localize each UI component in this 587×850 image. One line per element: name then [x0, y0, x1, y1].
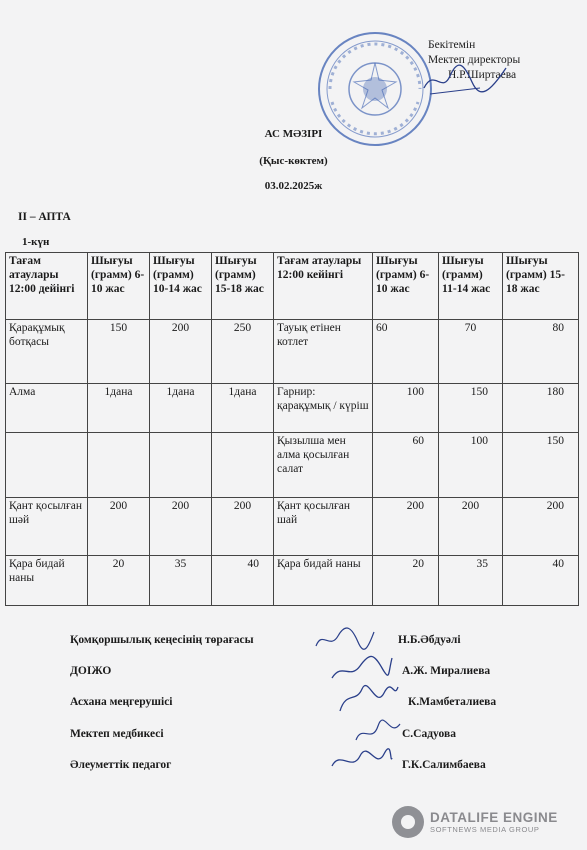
table-cell: 200 — [373, 498, 439, 556]
table-row — [6, 433, 579, 498]
table-cell: 80 — [503, 320, 579, 384]
signatory-role: Әлеуметтік педагог — [70, 759, 172, 771]
table-cell: 70 — [439, 320, 503, 384]
column-header: Шығуы (грамм) 10-14 жас — [150, 253, 212, 320]
table-cell: 200 — [439, 498, 503, 556]
table-cell: 150 — [439, 384, 503, 433]
table-cell: Қант қосылған шай — [274, 498, 373, 556]
table-cell: Қант қосылған шәй — [6, 498, 88, 556]
signatory-name: А.Ж. Миралиева — [402, 665, 491, 677]
signatory-role: Қомқоршылық кеңесінің төрағасы — [70, 634, 254, 646]
column-header: Шығуы (грамм) 15-18 жас — [212, 253, 274, 320]
table-cell: 150 — [503, 433, 579, 498]
table-cell: 250 — [212, 320, 274, 384]
approval-line-2: Мектеп директоры — [428, 54, 521, 66]
table-cell — [6, 433, 88, 498]
table-cell: 150 — [88, 320, 150, 384]
menu-date: 03.02.2025ж — [264, 180, 323, 192]
week-label: ІІ – АПТА — [18, 211, 71, 223]
table-row — [6, 498, 579, 556]
watermark-title: DATALIFE ENGINE — [430, 810, 558, 825]
signatory-role: Мектеп медбикесі — [70, 728, 164, 740]
table-cell: Қызылша мен алма қосылған салат — [274, 433, 373, 498]
signature-scribble — [330, 746, 394, 776]
signatory-role: ДОІЖО — [70, 665, 112, 677]
table-cell: Тауық етінен котлет — [274, 320, 373, 384]
column-header: Тағам атаулары 12:00 дейінгі — [6, 253, 88, 320]
table-cell: 60 — [373, 320, 439, 384]
table-cell: 200 — [212, 498, 274, 556]
approval-line-1: Бекітемін — [428, 39, 476, 51]
table-cell: Қара бидай наны — [274, 556, 373, 606]
signature-scribble — [330, 652, 394, 682]
signature-scribble — [312, 624, 376, 654]
season-subtitle: (Қыс-көктем) — [259, 155, 328, 167]
column-header: Тағам атаулары 12:00 кейінгі — [274, 253, 373, 320]
table-cell: Алма — [6, 384, 88, 433]
table-header-row — [6, 253, 579, 320]
table-cell — [212, 433, 274, 498]
table-cell — [88, 433, 150, 498]
table-cell: Қарақұмық ботқасы — [6, 320, 88, 384]
signatory-name: Н.Б.Әбдуәлі — [398, 634, 461, 646]
table-row — [6, 384, 579, 433]
table-cell: 35 — [150, 556, 212, 606]
table-cell: 35 — [439, 556, 503, 606]
table-cell: 20 — [88, 556, 150, 606]
table-cell: 1дана — [88, 384, 150, 433]
table-cell — [150, 433, 212, 498]
table-row — [6, 320, 579, 384]
table-row — [6, 556, 579, 606]
column-header: Шығуы (грамм) 11-14 жас — [439, 253, 503, 320]
column-header: Шығуы (грамм) 15-18 жас — [503, 253, 579, 320]
table-cell: 1дана — [150, 384, 212, 433]
signatory-name: К.Мамбеталиева — [408, 696, 497, 708]
menu-table — [5, 252, 579, 606]
signature-scribble — [336, 683, 400, 713]
signatory-name: С.Садуова — [402, 728, 456, 740]
approval-director-name: Н.Р.Ширтаева — [448, 69, 517, 81]
table-cell: 100 — [373, 384, 439, 433]
column-header: Шығуы (грамм) 6-10 жас — [373, 253, 439, 320]
table-cell: Қара бидай наны — [6, 556, 88, 606]
table-cell: 60 — [373, 433, 439, 498]
signatory-role: Асхана меңгерушісі — [70, 696, 173, 708]
column-header: Шығуы (грамм) 6-10 жас — [88, 253, 150, 320]
watermark — [392, 806, 558, 838]
watermark-subtitle: SOFTNEWS MEDIA GROUP — [430, 825, 540, 834]
table-cell: 40 — [212, 556, 274, 606]
menu-title: АС МӘЗІРІ — [264, 128, 323, 140]
datalife-logo-icon — [392, 806, 424, 838]
table-cell: 180 — [503, 384, 579, 433]
table-cell: 20 — [373, 556, 439, 606]
table-cell: Гарнир: қарақұмық / күріш — [274, 384, 373, 433]
table-cell: 100 — [439, 433, 503, 498]
signatory-name: Г.К.Салимбаева — [402, 759, 486, 771]
table-cell: 1дана — [212, 384, 274, 433]
day-label: 1-күн — [22, 236, 50, 248]
director-signature — [420, 58, 510, 100]
table-cell: 200 — [88, 498, 150, 556]
table-cell: 40 — [503, 556, 579, 606]
table-cell: 200 — [150, 320, 212, 384]
table-cell: 200 — [503, 498, 579, 556]
table-cell: 200 — [150, 498, 212, 556]
